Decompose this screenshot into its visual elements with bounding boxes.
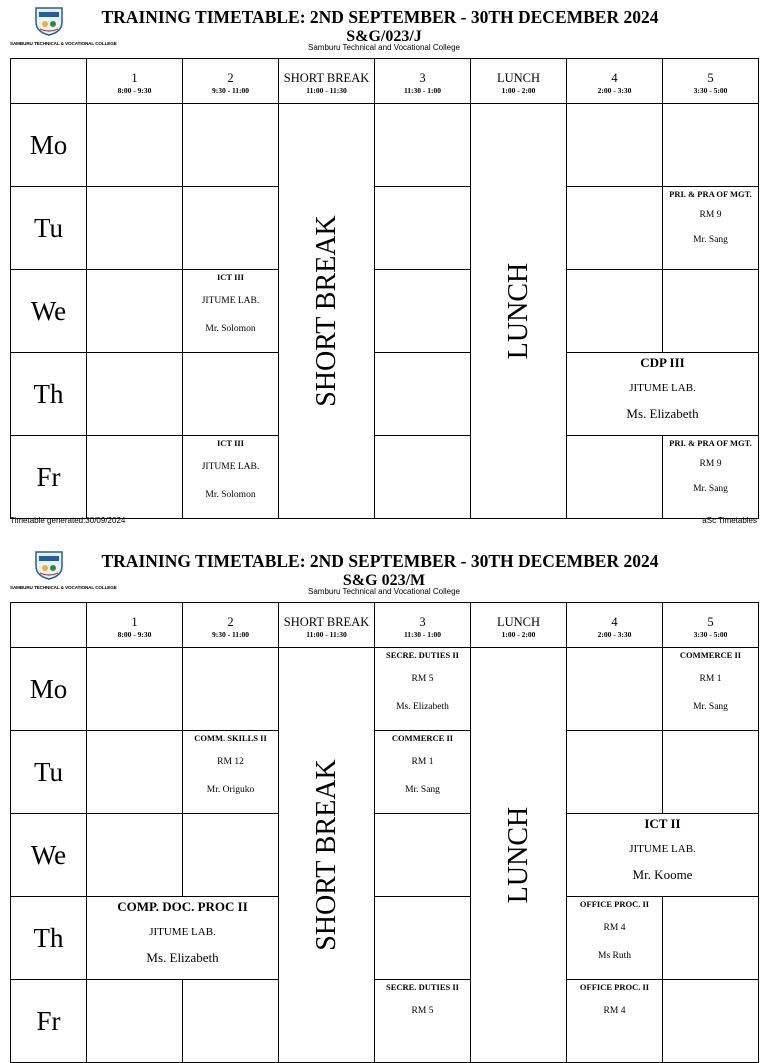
lesson-subject: COMM. SKILLS II xyxy=(194,733,267,743)
day-row-tu xyxy=(11,187,759,270)
software-note: aSc Timetables xyxy=(702,516,757,525)
period-header: 1 8:00 - 9:30 xyxy=(87,603,183,648)
lunch-column xyxy=(471,648,567,1063)
day-label: Mo xyxy=(11,648,87,731)
break-header: SHORT BREAK 11:00 - 11:30 xyxy=(279,603,375,648)
college-crest-icon xyxy=(32,6,66,36)
empty-slot xyxy=(183,648,279,731)
day-label: Fr xyxy=(11,436,87,519)
corner-cell xyxy=(11,59,87,104)
lunch-header: LUNCH 1:00 - 2:00 xyxy=(471,59,567,104)
break-header: SHORT BREAK 11:00 - 11:30 xyxy=(279,59,375,104)
lesson-cell[interactable] xyxy=(567,353,759,436)
class-code: S&G 023/M xyxy=(342,572,426,589)
empty-slot xyxy=(375,814,471,897)
lesson-room: RM 5 xyxy=(411,1006,434,1016)
empty-slot xyxy=(375,187,471,270)
empty-slot xyxy=(87,731,183,814)
college-logo-caption: SAMBURU TECHNICAL & VOCATIONAL COLLEGE xyxy=(10,585,117,590)
empty-slot xyxy=(567,187,663,270)
timetable-title: TRAINING TIMETABLE: 2ND SEPTEMBER - 30TH DECEMBER 2024 xyxy=(101,7,659,27)
lesson-subject: OFFICE PROC. II xyxy=(579,982,650,992)
lesson-teacher: Ms. Elizabeth xyxy=(626,406,699,421)
day-row-tu xyxy=(11,731,759,814)
timetable-title: TRAINING TIMETABLE: 2ND SEPTEMBER - 30TH DECEMBER 2024 xyxy=(101,551,659,571)
lesson-cell[interactable] xyxy=(375,980,471,1063)
timetable-1 xyxy=(0,4,768,530)
empty-slot xyxy=(663,270,759,353)
lesson-cell[interactable] xyxy=(663,187,759,270)
day-row-we xyxy=(11,814,759,897)
day-row-th xyxy=(11,897,759,980)
lesson-cell[interactable] xyxy=(567,814,759,897)
short-break-column xyxy=(279,648,375,1063)
lunch-header: LUNCH 1:00 - 2:00 xyxy=(471,603,567,648)
lesson-room: JITUME LAB. xyxy=(201,462,260,472)
day-label: Th xyxy=(11,897,87,980)
lesson-subject: COMMERCE II xyxy=(679,650,742,660)
empty-slot xyxy=(87,104,183,187)
short-break-label: SHORT BREAK xyxy=(310,215,342,407)
lesson-teacher: Ms Ruth xyxy=(598,951,631,961)
period-header: 5 3:30 - 5:00 xyxy=(663,59,759,104)
empty-slot xyxy=(375,104,471,187)
lesson-subject: CDP III xyxy=(640,355,685,370)
empty-slot xyxy=(87,187,183,270)
lesson-teacher: Mr. Origuko xyxy=(206,785,255,795)
lesson-subject: ICT II xyxy=(644,816,681,831)
lesson-room: RM 9 xyxy=(699,210,722,220)
empty-slot xyxy=(663,104,759,187)
lesson-room: RM 4 xyxy=(603,923,626,933)
corner-cell xyxy=(11,603,87,648)
empty-slot xyxy=(567,731,663,814)
lesson-room: RM 5 xyxy=(411,674,434,684)
lesson-cell[interactable] xyxy=(663,436,759,519)
day-row-fr xyxy=(11,980,759,1063)
college-name: Samburu Technical and Vocational College xyxy=(308,43,460,52)
college-logo-caption: SAMBURU TECHNICAL & VOCATIONAL COLLEGE xyxy=(10,41,117,46)
period-header: 4 2:00 - 3:30 xyxy=(567,603,663,648)
lesson-subject: ICT III xyxy=(216,438,244,448)
lesson-teacher: Mr. Sang xyxy=(693,484,728,494)
lesson-teacher: Mr. Sang xyxy=(693,702,728,712)
empty-slot xyxy=(87,436,183,519)
empty-slot xyxy=(183,980,279,1063)
lesson-cell[interactable] xyxy=(375,731,471,814)
empty-slot xyxy=(375,353,471,436)
lesson-subject: PRI. & PRA OF MGT. xyxy=(669,438,752,448)
period-header: 2 9:30 - 11:00 xyxy=(183,603,279,648)
lesson-cell[interactable] xyxy=(183,436,279,519)
lesson-subject: COMMERCE II xyxy=(391,733,454,743)
empty-slot xyxy=(87,353,183,436)
college-name: Samburu Technical and Vocational College xyxy=(308,587,460,596)
period-header: 4 2:00 - 3:30 xyxy=(567,59,663,104)
empty-slot xyxy=(663,897,759,980)
day-row-mo xyxy=(11,648,759,731)
lesson-teacher: Ms. Elizabeth xyxy=(396,702,449,712)
empty-slot xyxy=(183,104,279,187)
lesson-subject: SECRE. DUTIES II xyxy=(386,982,459,992)
lesson-room: RM 12 xyxy=(217,757,244,767)
empty-slot xyxy=(87,648,183,731)
day-label: Fr xyxy=(11,980,87,1063)
lesson-room: JITUME LAB. xyxy=(201,296,260,306)
lesson-cell[interactable] xyxy=(663,648,759,731)
lesson-cell[interactable] xyxy=(567,897,663,980)
empty-slot xyxy=(567,436,663,519)
day-row-fr xyxy=(11,436,759,519)
empty-slot xyxy=(87,270,183,353)
empty-slot xyxy=(567,104,663,187)
lesson-teacher: Ms. Elizabeth xyxy=(146,950,219,965)
lesson-cell[interactable] xyxy=(375,648,471,731)
lesson-teacher: Mr. Sang xyxy=(693,235,728,245)
lesson-subject: OFFICE PROC. II xyxy=(579,899,650,909)
header-row xyxy=(11,603,759,648)
short-break-label: SHORT BREAK xyxy=(310,759,342,951)
timetable-2 xyxy=(0,548,768,1036)
lesson-room: JITUME LAB. xyxy=(629,382,696,394)
period-header: 2 9:30 - 11:00 xyxy=(183,59,279,104)
day-label: Tu xyxy=(11,187,87,270)
college-crest-icon xyxy=(32,550,66,580)
short-break-column xyxy=(279,104,375,519)
lunch-label: LUNCH xyxy=(502,262,534,360)
empty-slot xyxy=(375,270,471,353)
lesson-subject: ICT III xyxy=(216,272,244,282)
day-label: We xyxy=(11,270,87,353)
header-row xyxy=(11,59,759,104)
empty-slot xyxy=(567,648,663,731)
timetable-grid xyxy=(10,58,759,519)
lesson-teacher: Mr. Solomon xyxy=(205,490,256,500)
lesson-teacher: Mr. Solomon xyxy=(205,324,256,334)
lesson-subject: COMP. DOC. PROC II xyxy=(117,899,248,914)
lesson-room: RM 1 xyxy=(699,674,722,684)
day-label: Th xyxy=(11,353,87,436)
timetable-grid xyxy=(10,602,759,1063)
empty-slot xyxy=(375,436,471,519)
lesson-cell[interactable] xyxy=(87,897,279,980)
period-header: 1 8:00 - 9:30 xyxy=(87,59,183,104)
day-label: Mo xyxy=(11,104,87,187)
lesson-room: RM 9 xyxy=(699,459,722,469)
day-row-we xyxy=(11,270,759,353)
lesson-cell[interactable] xyxy=(183,270,279,353)
empty-slot xyxy=(567,270,663,353)
day-label: Tu xyxy=(11,731,87,814)
lesson-subject: SECRE. DUTIES II xyxy=(386,650,459,660)
lunch-label: LUNCH xyxy=(502,806,534,904)
empty-slot xyxy=(87,814,183,897)
day-row-mo xyxy=(11,104,759,187)
lesson-room: JITUME LAB. xyxy=(149,926,216,938)
period-header: 3 11:30 - 1:00 xyxy=(375,603,471,648)
lesson-subject: PRI. & PRA OF MGT. xyxy=(669,189,752,199)
lunch-column xyxy=(471,104,567,519)
lesson-room: RM 1 xyxy=(411,757,434,767)
empty-slot xyxy=(375,897,471,980)
lesson-room: RM 4 xyxy=(603,1006,626,1016)
empty-slot xyxy=(663,731,759,814)
lesson-cell[interactable] xyxy=(567,980,663,1063)
lesson-room: JITUME LAB. xyxy=(629,843,696,855)
day-row-th xyxy=(11,353,759,436)
day-label: We xyxy=(11,814,87,897)
lesson-teacher: Mr. Sang xyxy=(405,785,440,795)
empty-slot xyxy=(663,980,759,1063)
class-code: S&G/023/J xyxy=(346,28,422,45)
empty-slot xyxy=(183,814,279,897)
period-header: 3 11:30 - 1:00 xyxy=(375,59,471,104)
empty-slot xyxy=(183,353,279,436)
period-header: 5 3:30 - 5:00 xyxy=(663,603,759,648)
generated-note: Timetable generated:30/09/2024 xyxy=(10,516,126,525)
lesson-cell[interactable] xyxy=(183,731,279,814)
lesson-teacher: Mr. Koome xyxy=(632,867,693,882)
empty-slot xyxy=(183,187,279,270)
empty-slot xyxy=(87,980,183,1063)
